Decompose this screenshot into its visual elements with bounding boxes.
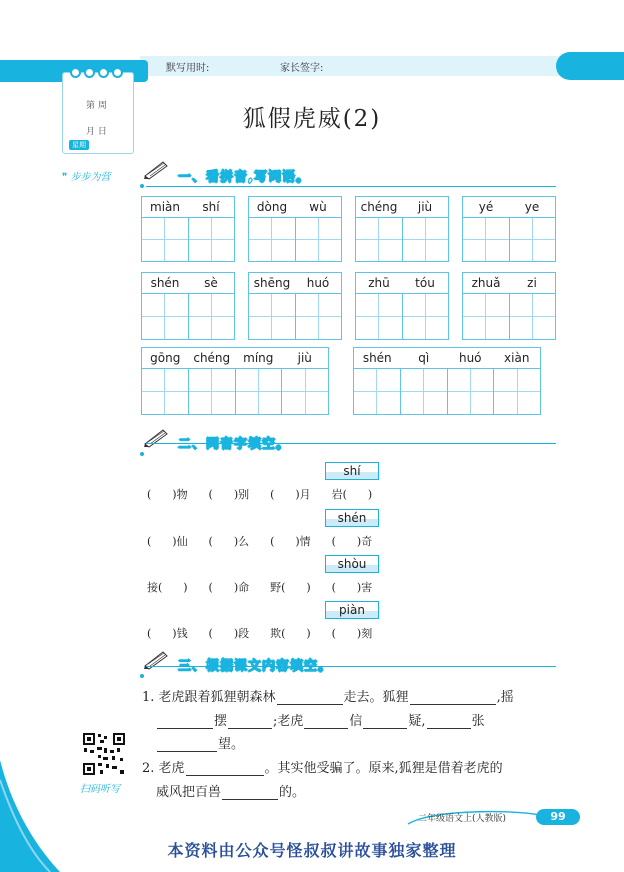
calendar-date: 月 日 [86, 127, 107, 137]
parent-sign-label: 家长签字: [280, 63, 324, 74]
passage-line-3: 望。 [156, 733, 244, 752]
writing-cell[interactable] [401, 369, 448, 414]
writing-cell[interactable] [510, 218, 556, 261]
pinyin-syllable: ye [524, 200, 540, 214]
passage-line-1: 1. 老虎跟着狐狸朝森林 走去。狐狸 ,摇 [142, 690, 514, 705]
qr-caption: 扫码听写 [80, 784, 120, 795]
calendar-weekday-badge: 星期 [69, 140, 89, 150]
pinyin-syllable: zhuǎ [471, 276, 501, 290]
pinyin-syllable: míng [243, 351, 274, 365]
pinyin-grid [141, 272, 235, 340]
footer-notice: 本资料由公众号怪叔叔讲故事独家整理 [167, 841, 457, 860]
pencil-icon [143, 650, 169, 670]
passage-line-2: 摆 ;老虎 信 疑, 张 [156, 710, 485, 729]
pinyin-syllable: chéng [193, 351, 231, 365]
writing-cell[interactable] [296, 294, 342, 339]
writing-cell[interactable] [494, 369, 540, 414]
writing-cell[interactable] [189, 218, 235, 261]
pinyin-syllable: yé [478, 200, 494, 214]
bullet-dot [140, 184, 144, 188]
pinyin-syllable: shí [202, 200, 220, 214]
pinyin-syllable: jiù [417, 200, 433, 214]
writing-cell[interactable] [249, 294, 296, 339]
writing-cell[interactable] [189, 294, 235, 339]
passage-line-5: 威风把百兽 的。 [156, 785, 306, 800]
pinyin-box: shòu [325, 555, 379, 573]
pinyin-grid [355, 196, 449, 262]
answer-blank[interactable] [410, 703, 496, 705]
homophone-row[interactable]: ( )仙 ( )么 ( )情 ( )奇 [147, 535, 373, 548]
pinyin-syllable: xiàn [504, 351, 530, 365]
calendar-ring-icon [70, 67, 81, 78]
pinyin-syllable: shén [362, 351, 392, 365]
pinyin-grid [353, 347, 541, 415]
homophone-row[interactable]: 接( ) ( )命 野( ) ( )害 [147, 581, 373, 594]
section-3-title: 三、根据课文内容填空。 [178, 659, 333, 674]
footprint-icon: ❞ [62, 172, 71, 183]
pinyin-syllable: sè [204, 276, 218, 290]
pinyin-syllable: jiù [297, 351, 312, 365]
pinyin-syllable: qì [418, 351, 430, 365]
pinyin-grid [248, 272, 342, 340]
page-number: 99 [550, 810, 566, 823]
homophone-row[interactable]: ( )钱 ( )段 欺( ) ( )刻 [147, 627, 373, 640]
calendar-ring-icon [84, 67, 95, 78]
answer-blank[interactable] [186, 774, 264, 776]
pinyin-syllable: tóu [415, 276, 435, 290]
pinyin-syllable: chéng [360, 200, 398, 214]
footer-book-label: 二年级语文上(人教版) [418, 814, 507, 824]
writing-cell[interactable] [403, 218, 449, 261]
pinyin-syllable: zhū [368, 276, 390, 290]
writing-cell[interactable] [356, 218, 403, 261]
read-time-label: 默写用时: [166, 63, 210, 74]
bullet-dot [140, 674, 144, 678]
calendar-ring-icon [112, 67, 123, 78]
calendar-week: 第 周 [86, 101, 107, 111]
pinyin-syllable: zi [527, 276, 537, 290]
pinyin-box: piàn [325, 601, 379, 619]
writing-cell[interactable] [142, 294, 189, 339]
bullet-dot [140, 452, 144, 456]
side-label: ❞ 步步为营 [62, 172, 111, 183]
pinyin-syllable: miàn [150, 200, 180, 214]
pencil-icon [143, 428, 169, 448]
writing-cell[interactable] [510, 294, 556, 339]
page-title: 狐假虎威(2) [242, 106, 382, 132]
answer-blank[interactable] [304, 727, 348, 729]
writing-cell[interactable] [356, 294, 403, 339]
section-2-title: 二、同音字填空。 [178, 437, 291, 452]
pinyin-syllable: wù [309, 200, 327, 214]
pinyin-grid [248, 196, 342, 262]
qr-code[interactable] [82, 732, 126, 776]
header-accent-right [556, 52, 624, 80]
section-1-title: 一、看拼音,写词语。 [178, 170, 310, 185]
writing-cell[interactable] [236, 369, 283, 414]
pinyin-syllable: shén [150, 276, 180, 290]
pinyin-syllable: gōng [150, 351, 181, 365]
answer-blank[interactable] [157, 727, 213, 729]
writing-cell[interactable] [142, 218, 189, 261]
pinyin-box: shén [325, 509, 379, 527]
writing-cell[interactable] [296, 218, 342, 261]
answer-blank[interactable] [157, 750, 217, 752]
pinyin-grid [462, 196, 556, 262]
answer-blank[interactable] [222, 798, 278, 800]
pinyin-box: shí [325, 462, 379, 480]
answer-blank[interactable] [277, 703, 343, 705]
pinyin-grid [141, 196, 235, 262]
passage-line-4: 2. 老虎 。其实他受骗了。原来,狐狸是借着老虎的 [142, 761, 503, 776]
writing-cell[interactable] [189, 369, 236, 414]
pinyin-syllable: dòng [256, 200, 288, 214]
writing-cell[interactable] [463, 294, 510, 339]
calendar-ring-icon [98, 67, 109, 78]
answer-blank[interactable] [427, 727, 471, 729]
pencil-icon [143, 160, 169, 180]
answer-blank[interactable] [363, 727, 407, 729]
pinyin-grid [355, 272, 449, 340]
pinyin-syllable: huó [458, 351, 482, 365]
writing-cell[interactable] [249, 218, 296, 261]
writing-cell[interactable] [463, 218, 510, 261]
writing-cell[interactable] [354, 369, 401, 414]
pinyin-grid [141, 347, 329, 415]
answer-blank[interactable] [228, 727, 272, 729]
homophone-row[interactable]: ( )物 ( )别 ( )月 岩( ) [147, 488, 373, 501]
section-rule [146, 186, 556, 187]
writing-cell[interactable] [448, 369, 495, 414]
writing-cell[interactable] [403, 294, 449, 339]
writing-cell[interactable] [282, 369, 328, 414]
writing-cell[interactable] [142, 369, 189, 414]
pinyin-syllable: shēng [253, 276, 291, 290]
pinyin-grid [462, 272, 556, 340]
pinyin-syllable: huó [306, 276, 330, 290]
